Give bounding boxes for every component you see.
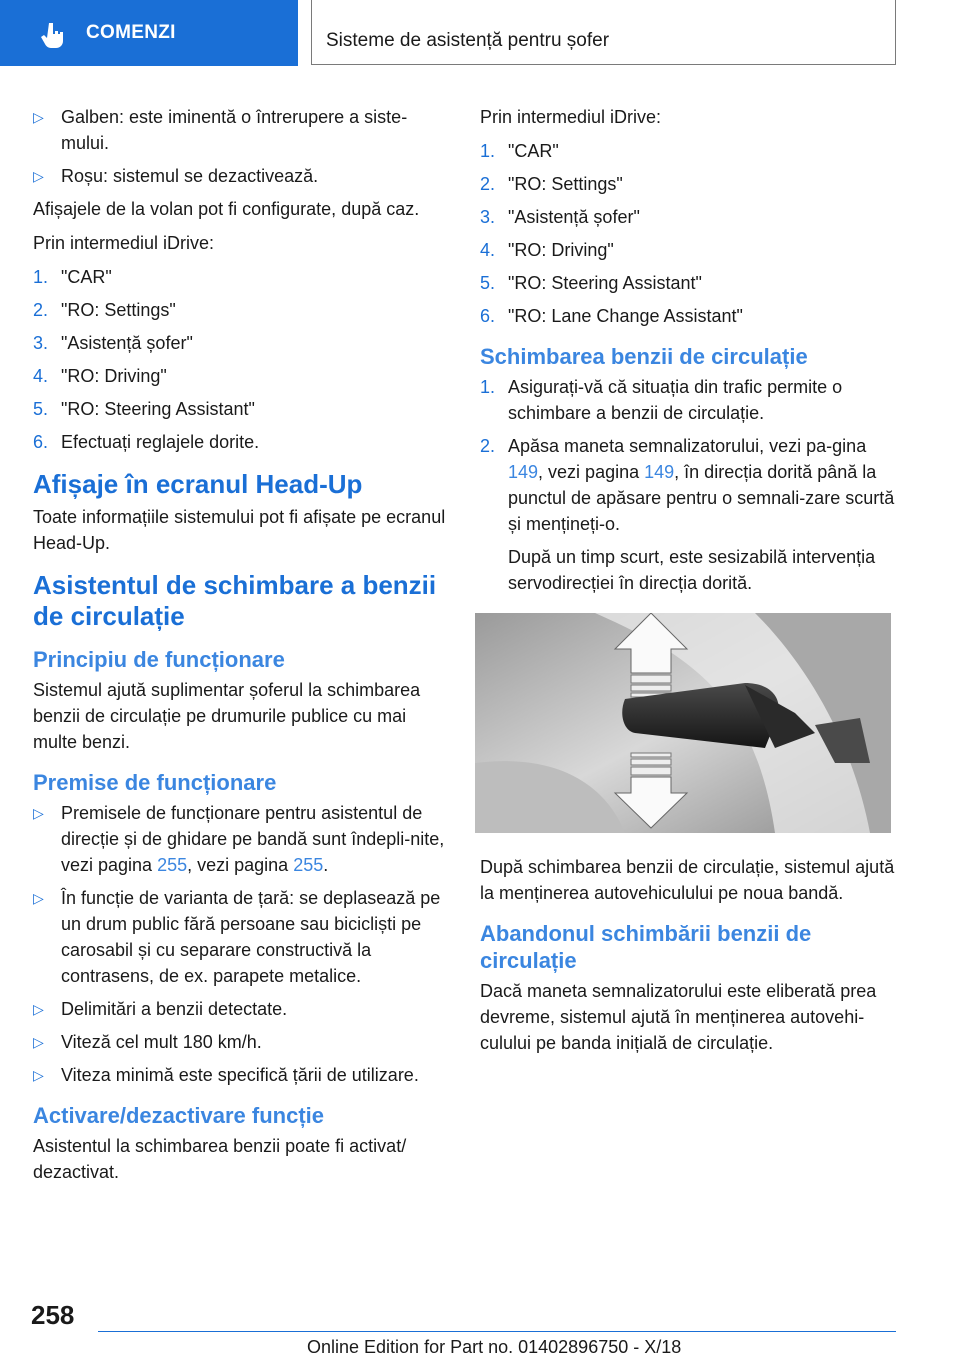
section-title-box bbox=[311, 0, 896, 65]
hand-pointer-icon bbox=[38, 20, 68, 50]
paragraph: Sistemul ajută suplimentar șoferul la schimbarea benzii de circulație pe drumurile publice cu mai multe benzi. bbox=[33, 680, 421, 752]
list-item: ▷ Viteză cel mult 180 km/h. bbox=[33, 1029, 451, 1055]
step-item: 4. "RO: Driving" bbox=[480, 240, 614, 260]
heading-premises: Premise de funcționare bbox=[33, 770, 277, 795]
list-item: ▷ Premisele de funcționare pentru asistentul de direcție și de ghidare pe bandă sunt îndepli‐nite, vezi pagina 255, vezi pagina 255. bbox=[33, 800, 451, 878]
triangle-bullet-icon: ▷ bbox=[33, 109, 44, 125]
heading-abandon: Abandonul schimbării benzii de circulație bbox=[480, 921, 812, 973]
list-item: ▷ Galben: este iminentă o întrerupere a siste‐mului. bbox=[33, 104, 451, 156]
step-item: 1. "CAR" bbox=[33, 267, 112, 287]
step-item: 5. "RO: Steering Assistant" bbox=[33, 399, 255, 419]
page-link[interactable]: 149 bbox=[644, 462, 675, 482]
heading-principle: Principiu de funcționare bbox=[33, 647, 285, 672]
section-title: Sisteme de asistență pentru șofer bbox=[326, 30, 610, 51]
heading-headup: Afișaje în ecranul Head-Up bbox=[33, 469, 363, 499]
footer-divider bbox=[98, 1331, 896, 1332]
page-link[interactable]: 255 bbox=[157, 855, 188, 875]
step-item: 4. "RO: Driving" bbox=[33, 366, 167, 386]
step-item: 6. Efectuați reglajele dorite. bbox=[33, 432, 260, 452]
step-item: 2. Apăsa maneta semnalizatorului, vezi pa‐gina 149, vezi pagina 149, în direcția dorită până la punctul de apăsare pentru o semnali‐zare scurtă și mențineți-o. bbox=[480, 436, 895, 534]
paragraph: Prin intermediul iDrive: bbox=[33, 233, 215, 253]
triangle-bullet-icon: ▷ bbox=[33, 805, 44, 821]
page-link[interactable]: 149 bbox=[508, 462, 539, 482]
triangle-bullet-icon: ▷ bbox=[33, 1067, 44, 1083]
step-item: 2. "RO: Settings" bbox=[480, 174, 623, 194]
heading-lane-change-assistant: Asistentul de schimbare a benzii de circulație bbox=[33, 570, 437, 631]
right-column bbox=[480, 104, 900, 1064]
triangle-bullet-icon: ▷ bbox=[33, 168, 44, 184]
footer-edition: Online Edition for Part no. 01402896750 - X/18 bbox=[307, 1337, 682, 1357]
paragraph: Asistentul la schimbarea benzii poate fi activat/ dezactivat. bbox=[33, 1136, 407, 1182]
heading-lane-change: Schimbarea benzii de circulație bbox=[480, 344, 808, 369]
triangle-bullet-icon: ▷ bbox=[33, 890, 44, 906]
page-header bbox=[0, 0, 960, 66]
chapter-tab-label: COMENZI bbox=[86, 22, 176, 43]
list-item: ▷ Delimitări a benzii detectate. bbox=[33, 996, 451, 1022]
step-item: 6. "RO: Lane Change Assistant" bbox=[480, 306, 743, 326]
list-item: ▷ Viteza minimă este specifică țării de utilizare. bbox=[33, 1062, 451, 1088]
step-item: 5. "RO: Steering Assistant" bbox=[480, 273, 702, 293]
paragraph: Afișajele de la volan pot fi configurate, după caz. bbox=[33, 199, 420, 219]
triangle-bullet-icon: ▷ bbox=[33, 1034, 44, 1050]
step-item: 1. "CAR" bbox=[480, 141, 559, 161]
heading-activate: Activare/dezactivare funcție bbox=[33, 1103, 325, 1128]
page-number: 258 bbox=[31, 1300, 75, 1330]
step-note: După un timp scurt, este sesizabilă intervenția servodirecției în direcția dorită. bbox=[508, 547, 876, 593]
chapter-tab[interactable] bbox=[0, 0, 298, 66]
page-link[interactable]: 255 bbox=[293, 855, 324, 875]
paragraph: După schimbarea benzii de circulație, sistemul ajută la menținerea autovehiculului pe noua bandă. bbox=[480, 857, 895, 903]
left-column bbox=[33, 104, 451, 1193]
step-item: 3. "Asistență șofer" bbox=[33, 333, 193, 353]
step-item: 3. "Asistență șofer" bbox=[480, 207, 640, 227]
step-item: 2. "RO: Settings" bbox=[33, 300, 176, 320]
list-item: ▷ Roșu: sistemul se dezactivează. bbox=[33, 163, 451, 189]
paragraph: Toate informațiile sistemului pot fi afișate pe ecranul Head-Up. bbox=[33, 507, 446, 553]
paragraph: Dacă maneta semnalizatorului este eliberată prea devreme, sistemul ajută în menținerea autovehi‐culului pe banda inițială de circulație. bbox=[480, 981, 877, 1053]
triangle-bullet-icon: ▷ bbox=[33, 1001, 44, 1017]
list-item: ▷ În funcție de varianta de țară: se deplasează pe un drum public fără persoane sau bicicliști pe carosabil și cu separare constructivă la contrasens, de ex. parapete metalice. bbox=[33, 885, 451, 989]
paragraph: Prin intermediul iDrive: bbox=[480, 107, 662, 127]
step-item: 1. Asigurați-vă că situația din trafic permite o schimbare a benzii de circulație. bbox=[480, 377, 843, 423]
turn-signal-lever-illustration bbox=[475, 613, 891, 833]
